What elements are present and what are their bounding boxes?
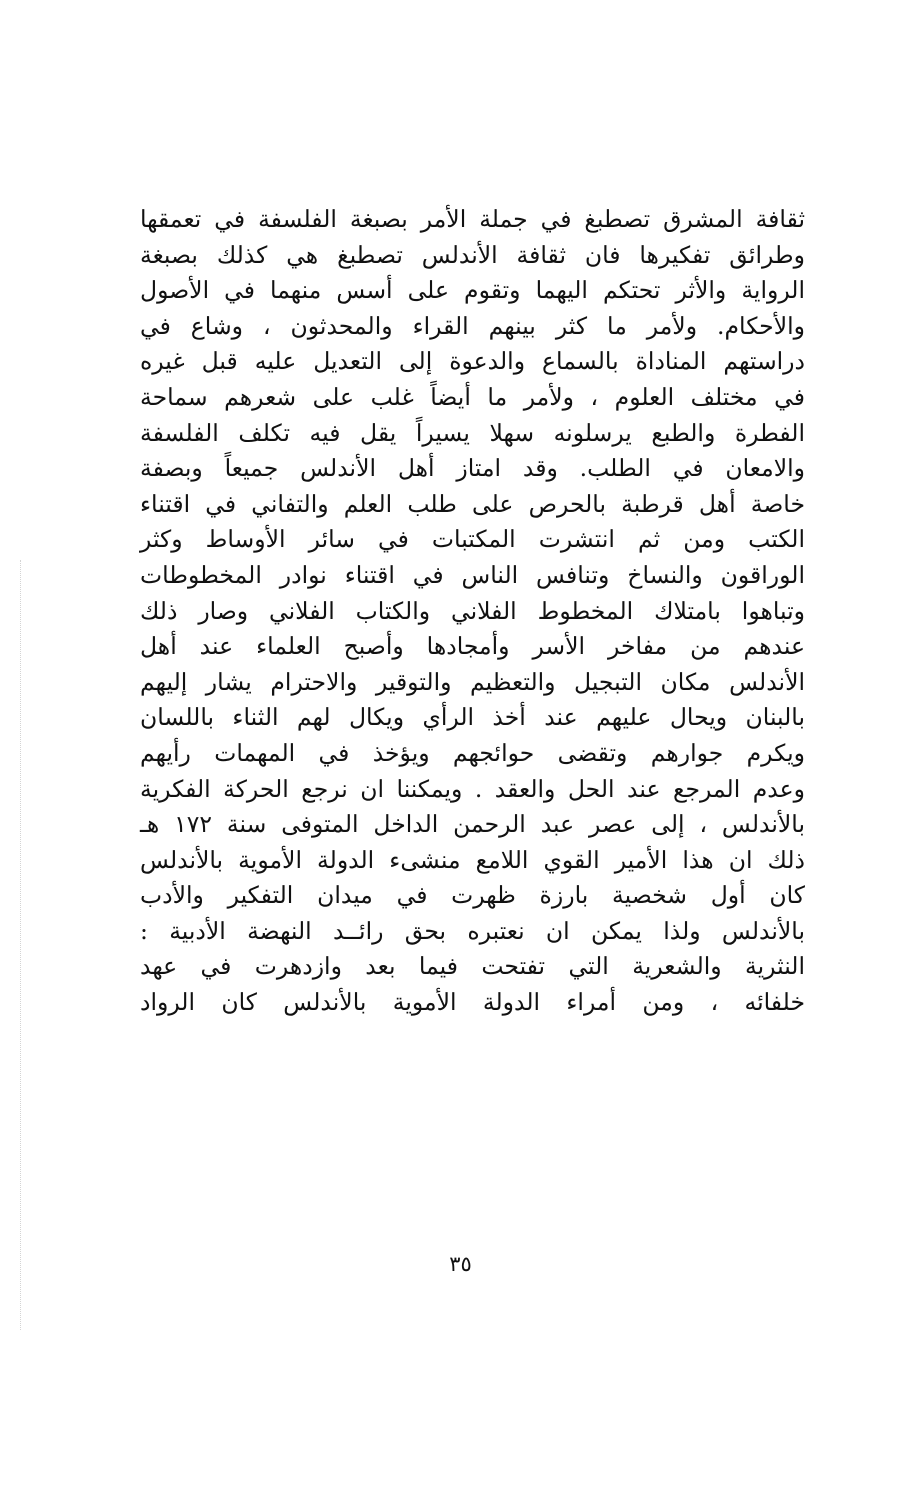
text-line: بالبنان ويحال عليهم عند أخذ الرأي ويكال لهم الثناء باللسان — [140, 703, 805, 732]
text-line: والامعان في الطلب. وقد امتاز أهل الأندلس جميعاً وبصفة — [140, 454, 805, 483]
text-line: بالأندلس ، إلى عصر عبد الرحمن الداخل المتوفى سنة ١٧٢ هـ — [140, 810, 806, 839]
text-line: وعدم المرجع عند الحل والعقد . ويمكننا ان نرجع الحركة الفكرية — [140, 774, 805, 803]
text-line: ويكرم جوارهم وتقضى حوائجهم ويؤخذ في المهمات رأيهم — [140, 738, 805, 767]
body-text — [140, 202, 805, 1021]
text-line: بالأندلس ولذا يمكن ان نعتبره بحق رائــد النهضة الأدبية : — [140, 916, 805, 945]
text-line: النثرية والشعرية التي تفتحت فيما بعد وازدهرت في عهد — [140, 952, 805, 981]
page-number: ٣٥ — [449, 1252, 472, 1276]
text-line: وتباهوا بامتلاك المخطوط الفلاني والكتاب الفلاني وصار ذلك — [140, 596, 805, 625]
text-line: خاصة أهل قرطبة بالحرص على طلب العلم والتفاني في اقتناء — [140, 489, 805, 518]
text-line: والأحكام. ولأمر ما كثر بينهم القراء والمحدثون ، وشاع في — [140, 311, 805, 340]
page-edge-shadow — [20, 560, 21, 1330]
text-line: الكتب ومن ثم انتشرت المكتبات في سائر الأوساط وكثر — [140, 525, 805, 554]
text-line: ثقافة المشرق تصطبغ في جملة الأمر بصبغة الفلسفة في تعمقها — [140, 205, 805, 233]
text-line: كان أول شخصية بارزة ظهرت في ميدان التفكير والأدب — [140, 881, 805, 910]
text-line: عندهم من مفاخر الأسر وأمجادها وأصبح العلماء عند أهل — [140, 632, 805, 661]
text-line: الوراقون والنساخ وتنافس الناس في اقتناء نوادر المخطوطات — [140, 560, 805, 589]
text-line: الفطرة والطبع يرسلونه سهلا يسيراً يقل فيه تكلف الفلسفة — [140, 418, 805, 447]
text-line: دراستهم المناداة بالسماع والدعوة إلى التعديل عليه قبل غيره — [140, 347, 805, 376]
text-line: الأندلس مكان التبجيل والتعظيم والتوقير والاحترام يشار إليهم — [140, 667, 805, 696]
text-line: في مختلف العلوم ، ولأمر ما أيضاً غلب على شعرهم سماحة — [140, 382, 805, 411]
text-line: وطرائق تفكيرها فان ثقافة الأندلس تصطبغ هي كذلك بصبغة — [140, 240, 805, 269]
text-line: ذلك ان هذا الأمير القوي اللامع منشىء الدولة الأموية بالأندلس — [140, 845, 805, 874]
text-line: الرواية والأثر تحتكم اليهما وتقوم على أسس منهما في الأصول — [140, 276, 805, 305]
text-line: خلفائه ، ومن أمراء الدولة الأموية بالأندلس كان الرواد — [140, 988, 805, 1017]
